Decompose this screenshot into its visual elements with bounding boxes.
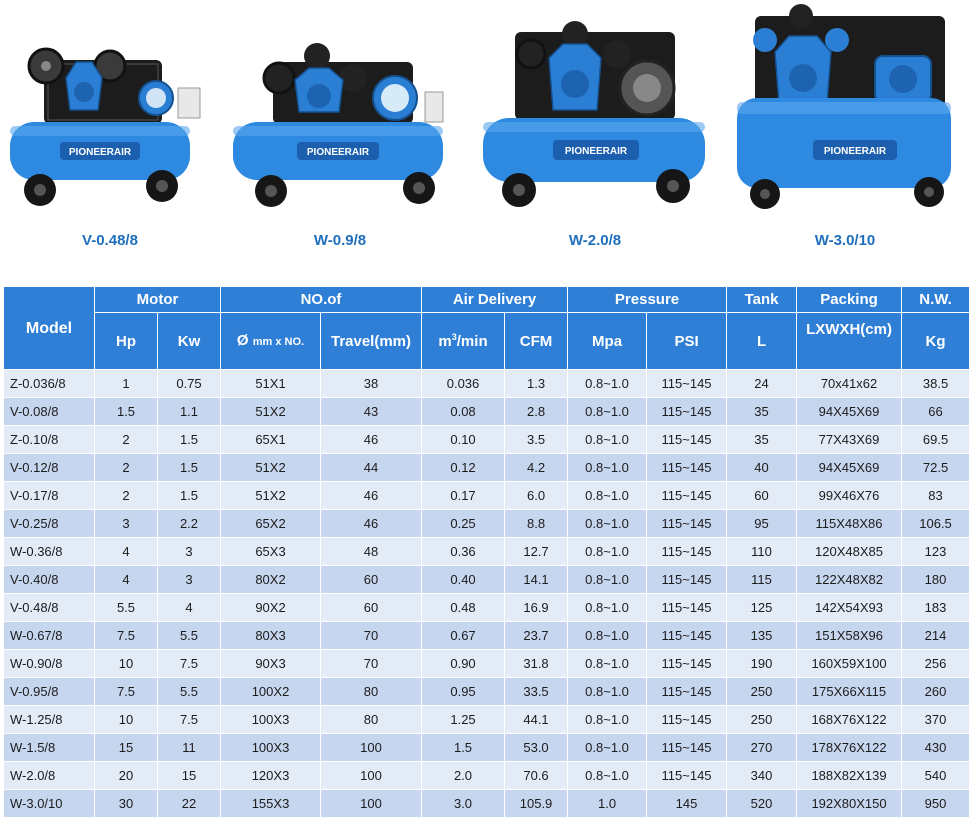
table-row (4, 566, 970, 594)
cell-model: W-3.0/10 (4, 790, 95, 817)
cell-bore: 51X2 (221, 482, 321, 510)
cell-packing-size: 115X48X86 (797, 510, 902, 538)
cell-mpa: 0.8~1.0 (568, 706, 647, 734)
cell-hp: 2 (95, 482, 158, 510)
cell-kw: 1.1 (158, 398, 221, 426)
cell-model: V-0.17/8 (4, 482, 95, 510)
header-no-of: NO.of (221, 287, 422, 313)
header-hp: Hp (95, 313, 158, 370)
cell-net-weight: 950 (902, 790, 970, 817)
cell-hp: 4 (95, 538, 158, 566)
cell-model: W-0.90/8 (4, 650, 95, 678)
table-row (4, 398, 970, 426)
cell-psi: 115~145 (647, 370, 727, 398)
cell-net-weight: 83 (902, 482, 970, 510)
cell-cfm: 53.0 (505, 734, 568, 762)
cell-net-weight: 38.5 (902, 370, 970, 398)
specification-rows (4, 370, 970, 817)
header-air-delivery: Air Delivery (422, 287, 568, 313)
specification-table (3, 286, 970, 817)
cell-m3-per-min: 0.40 (422, 566, 505, 594)
cell-cfm: 1.3 (505, 370, 568, 398)
cell-tank-l: 250 (727, 678, 797, 706)
cell-travel: 80 (321, 706, 422, 734)
table-row (4, 678, 970, 706)
cell-net-weight: 72.5 (902, 454, 970, 482)
cell-bore: 65X3 (221, 538, 321, 566)
table-row (4, 426, 970, 454)
cell-psi: 115~145 (647, 650, 727, 678)
cell-packing-size: 178X76X122 (797, 734, 902, 762)
cell-hp: 7.5 (95, 622, 158, 650)
cell-m3-per-min: 0.90 (422, 650, 505, 678)
cell-psi: 115~145 (647, 426, 727, 454)
cell-kw: 3 (158, 566, 221, 594)
cell-psi: 115~145 (647, 734, 727, 762)
cell-model: Z-0.036/8 (4, 370, 95, 398)
cell-net-weight: 123 (902, 538, 970, 566)
svg-text:PIONEERAIR: PIONEERAIR (69, 147, 132, 158)
cell-model: W-1.5/8 (4, 734, 95, 762)
cell-travel: 100 (321, 734, 422, 762)
cell-tank-l: 24 (727, 370, 797, 398)
table-row (4, 538, 970, 566)
cell-cfm: 44.1 (505, 706, 568, 734)
cell-hp: 4 (95, 566, 158, 594)
air-compressor-image (0, 0, 220, 225)
cell-travel: 60 (321, 566, 422, 594)
cell-packing-size: 142X54X93 (797, 594, 902, 622)
cell-kw: 1.5 (158, 426, 221, 454)
cell-psi: 115~145 (647, 566, 727, 594)
cell-travel: 100 (321, 790, 422, 817)
cell-mpa: 0.8~1.0 (568, 734, 647, 762)
cell-mpa: 0.8~1.0 (568, 538, 647, 566)
header-pressure: Pressure (568, 287, 727, 313)
cell-kw: 11 (158, 734, 221, 762)
cell-kw: 3 (158, 538, 221, 566)
cell-m3-per-min: 1.5 (422, 734, 505, 762)
cell-tank-l: 110 (727, 538, 797, 566)
cell-hp: 2 (95, 426, 158, 454)
cell-psi: 115~145 (647, 510, 727, 538)
cell-packing-size: 94X45X69 (797, 454, 902, 482)
cell-net-weight: 180 (902, 566, 970, 594)
cell-packing-size: 70x41x62 (797, 370, 902, 398)
cell-m3-per-min: 0.17 (422, 482, 505, 510)
cell-bore: 90X3 (221, 650, 321, 678)
cell-kw: 7.5 (158, 650, 221, 678)
header-model: Model (4, 287, 95, 370)
table-row (4, 762, 970, 790)
cell-bore: 120X3 (221, 762, 321, 790)
cell-psi: 115~145 (647, 594, 727, 622)
cell-cfm: 16.9 (505, 594, 568, 622)
product-card-w09 (225, 0, 455, 270)
cell-mpa: 0.8~1.0 (568, 678, 647, 706)
cell-m3-per-min: 1.25 (422, 706, 505, 734)
cell-model: W-1.25/8 (4, 706, 95, 734)
product-caption: W-2.0/8 (475, 232, 715, 249)
cell-bore: 155X3 (221, 790, 321, 817)
cell-travel: 60 (321, 594, 422, 622)
cell-psi: 115~145 (647, 678, 727, 706)
header-kw: Kw (158, 313, 221, 370)
cell-m3-per-min: 0.48 (422, 594, 505, 622)
cell-hp: 5.5 (95, 594, 158, 622)
cell-tank-l: 270 (727, 734, 797, 762)
cell-tank-l: 135 (727, 622, 797, 650)
cell-packing-size: 192X80X150 (797, 790, 902, 817)
cell-kw: 0.75 (158, 370, 221, 398)
table-row (4, 510, 970, 538)
cell-hp: 1 (95, 370, 158, 398)
cell-tank-l: 190 (727, 650, 797, 678)
cell-packing-size: 122X48X82 (797, 566, 902, 594)
cell-travel: 46 (321, 510, 422, 538)
cell-net-weight: 540 (902, 762, 970, 790)
cell-net-weight: 69.5 (902, 426, 970, 454)
cell-packing-size: 120X48X85 (797, 538, 902, 566)
cell-kw: 1.5 (158, 482, 221, 510)
cell-tank-l: 115 (727, 566, 797, 594)
m3-exponent: 3 (452, 332, 457, 342)
cell-kw: 5.5 (158, 678, 221, 706)
product-card-w30 (725, 0, 965, 270)
cell-mpa: 0.8~1.0 (568, 566, 647, 594)
cell-hp: 2 (95, 454, 158, 482)
cell-hp: 3 (95, 510, 158, 538)
cell-mpa: 0.8~1.0 (568, 370, 647, 398)
cell-mpa: 0.8~1.0 (568, 398, 647, 426)
table-row (4, 370, 970, 398)
cell-kw: 4 (158, 594, 221, 622)
cell-mpa: 0.8~1.0 (568, 482, 647, 510)
cell-mpa: 0.8~1.0 (568, 594, 647, 622)
cell-mpa: 1.0 (568, 790, 647, 817)
cell-net-weight: 256 (902, 650, 970, 678)
header-travel: Travel(mm) (321, 313, 422, 370)
cell-packing-size: 168X76X122 (797, 706, 902, 734)
cell-net-weight: 183 (902, 594, 970, 622)
header-m3-per-min (422, 313, 505, 370)
cell-hp: 7.5 (95, 678, 158, 706)
cell-mpa: 0.8~1.0 (568, 762, 647, 790)
cell-bore: 51X2 (221, 454, 321, 482)
product-caption: V-0.48/8 (0, 232, 220, 249)
cell-tank-l: 40 (727, 454, 797, 482)
cell-model: W-0.36/8 (4, 538, 95, 566)
cell-psi: 115~145 (647, 454, 727, 482)
cell-tank-l: 520 (727, 790, 797, 817)
cell-m3-per-min: 0.08 (422, 398, 505, 426)
table-row (4, 650, 970, 678)
cell-hp: 10 (95, 650, 158, 678)
cell-model: V-0.12/8 (4, 454, 95, 482)
cell-bore: 100X3 (221, 706, 321, 734)
cell-m3-per-min: 0.10 (422, 426, 505, 454)
cell-hp: 30 (95, 790, 158, 817)
m3-prefix: m (438, 333, 451, 350)
header-psi: PSI (647, 313, 727, 370)
cell-travel: 38 (321, 370, 422, 398)
product-card-v048 (0, 0, 220, 270)
cell-cfm: 6.0 (505, 482, 568, 510)
cell-net-weight: 66 (902, 398, 970, 426)
cell-travel: 46 (321, 482, 422, 510)
cell-cfm: 8.8 (505, 510, 568, 538)
cell-m3-per-min: 0.67 (422, 622, 505, 650)
table-row (4, 454, 970, 482)
cell-cfm: 4.2 (505, 454, 568, 482)
bore-label: mm x NO. (253, 336, 304, 348)
cell-net-weight: 214 (902, 622, 970, 650)
cell-m3-per-min: 0.95 (422, 678, 505, 706)
header-cfm: CFM (505, 313, 568, 370)
cell-packing-size: 77X43X69 (797, 426, 902, 454)
header-net-weight: N.W. (902, 287, 970, 313)
cell-cfm: 12.7 (505, 538, 568, 566)
cell-hp: 15 (95, 734, 158, 762)
cell-mpa: 0.8~1.0 (568, 622, 647, 650)
cell-kw: 1.5 (158, 454, 221, 482)
cell-bore: 80X2 (221, 566, 321, 594)
cell-model: Z-0.10/8 (4, 426, 95, 454)
cell-kw: 2.2 (158, 510, 221, 538)
cell-bore: 51X2 (221, 398, 321, 426)
cell-m3-per-min: 0.25 (422, 510, 505, 538)
cell-m3-per-min: 0.12 (422, 454, 505, 482)
table-row (4, 622, 970, 650)
cell-travel: 46 (321, 426, 422, 454)
cell-cfm: 31.8 (505, 650, 568, 678)
header-mpa: Mpa (568, 313, 647, 370)
cell-cfm: 14.1 (505, 566, 568, 594)
air-compressor-image (225, 0, 455, 225)
table-row (4, 790, 970, 817)
header-tank-unit: L (727, 313, 797, 370)
cell-bore: 65X2 (221, 510, 321, 538)
cell-psi: 115~145 (647, 706, 727, 734)
cell-bore: 100X2 (221, 678, 321, 706)
cell-kw: 15 (158, 762, 221, 790)
cell-packing-size: 188X82X139 (797, 762, 902, 790)
cell-travel: 48 (321, 538, 422, 566)
product-gallery (0, 0, 970, 280)
m3-suffix: /min (457, 333, 488, 350)
cell-kw: 22 (158, 790, 221, 817)
cell-mpa: 0.8~1.0 (568, 650, 647, 678)
product-caption: W-0.9/8 (225, 232, 455, 249)
table-row (4, 482, 970, 510)
diameter-symbol: Ø (237, 332, 249, 349)
cell-kw: 5.5 (158, 622, 221, 650)
cell-model: W-2.0/8 (4, 762, 95, 790)
cell-tank-l: 35 (727, 426, 797, 454)
cell-bore: 90X2 (221, 594, 321, 622)
cell-tank-l: 95 (727, 510, 797, 538)
svg-text:PIONEERAIR: PIONEERAIR (565, 146, 628, 157)
cell-model: V-0.08/8 (4, 398, 95, 426)
cell-model: W-0.67/8 (4, 622, 95, 650)
cell-psi: 115~145 (647, 762, 727, 790)
cell-bore: 51X1 (221, 370, 321, 398)
cell-m3-per-min: 3.0 (422, 790, 505, 817)
cell-bore: 100X3 (221, 734, 321, 762)
sub-header-row (4, 313, 970, 370)
cell-travel: 70 (321, 622, 422, 650)
cell-travel: 70 (321, 650, 422, 678)
cell-net-weight: 370 (902, 706, 970, 734)
cell-kw: 7.5 (158, 706, 221, 734)
cell-hp: 20 (95, 762, 158, 790)
cell-mpa: 0.8~1.0 (568, 510, 647, 538)
table-row (4, 706, 970, 734)
cell-packing-size: 151X58X96 (797, 622, 902, 650)
cell-bore: 65X1 (221, 426, 321, 454)
cell-hp: 1.5 (95, 398, 158, 426)
header-tank: Tank (727, 287, 797, 313)
cell-m3-per-min: 0.36 (422, 538, 505, 566)
air-compressor-image (725, 0, 965, 225)
cell-tank-l: 250 (727, 706, 797, 734)
header-bore (221, 313, 321, 370)
air-compressor-image (475, 0, 715, 225)
cell-tank-l: 125 (727, 594, 797, 622)
product-card-w20 (475, 0, 715, 270)
cell-psi: 115~145 (647, 398, 727, 426)
cell-hp: 10 (95, 706, 158, 734)
group-header-row (4, 287, 970, 313)
cell-travel: 80 (321, 678, 422, 706)
cell-cfm: 2.8 (505, 398, 568, 426)
cell-psi: 115~145 (647, 622, 727, 650)
cell-packing-size: 99X46X76 (797, 482, 902, 510)
cell-travel: 100 (321, 762, 422, 790)
cell-net-weight: 260 (902, 678, 970, 706)
table-row (4, 594, 970, 622)
cell-travel: 44 (321, 454, 422, 482)
cell-packing-size: 175X66X115 (797, 678, 902, 706)
header-motor: Motor (95, 287, 221, 313)
header-packing: Packing (797, 287, 902, 313)
cell-cfm: 105.9 (505, 790, 568, 817)
cell-psi: 145 (647, 790, 727, 817)
header-weight-unit: Kg (902, 313, 970, 370)
cell-m3-per-min: 2.0 (422, 762, 505, 790)
cell-bore: 80X3 (221, 622, 321, 650)
cell-tank-l: 60 (727, 482, 797, 510)
cell-cfm: 3.5 (505, 426, 568, 454)
cell-travel: 43 (321, 398, 422, 426)
cell-psi: 115~145 (647, 482, 727, 510)
cell-model: V-0.48/8 (4, 594, 95, 622)
cell-model: V-0.95/8 (4, 678, 95, 706)
product-caption: W-3.0/10 (725, 232, 965, 249)
cell-mpa: 0.8~1.0 (568, 454, 647, 482)
cell-packing-size: 94X45X69 (797, 398, 902, 426)
cell-cfm: 23.7 (505, 622, 568, 650)
cell-cfm: 70.6 (505, 762, 568, 790)
table-row (4, 734, 970, 762)
svg-text:PIONEERAIR: PIONEERAIR (307, 147, 370, 158)
cell-psi: 115~145 (647, 538, 727, 566)
header-packing-unit: LXWXH(cm) (797, 313, 902, 370)
cell-cfm: 33.5 (505, 678, 568, 706)
cell-mpa: 0.8~1.0 (568, 426, 647, 454)
cell-net-weight: 430 (902, 734, 970, 762)
cell-m3-per-min: 0.036 (422, 370, 505, 398)
cell-model: V-0.40/8 (4, 566, 95, 594)
cell-net-weight: 106.5 (902, 510, 970, 538)
cell-tank-l: 35 (727, 398, 797, 426)
cell-packing-size: 160X59X100 (797, 650, 902, 678)
svg-text:PIONEERAIR: PIONEERAIR (824, 146, 887, 157)
cell-model: V-0.25/8 (4, 510, 95, 538)
cell-tank-l: 340 (727, 762, 797, 790)
